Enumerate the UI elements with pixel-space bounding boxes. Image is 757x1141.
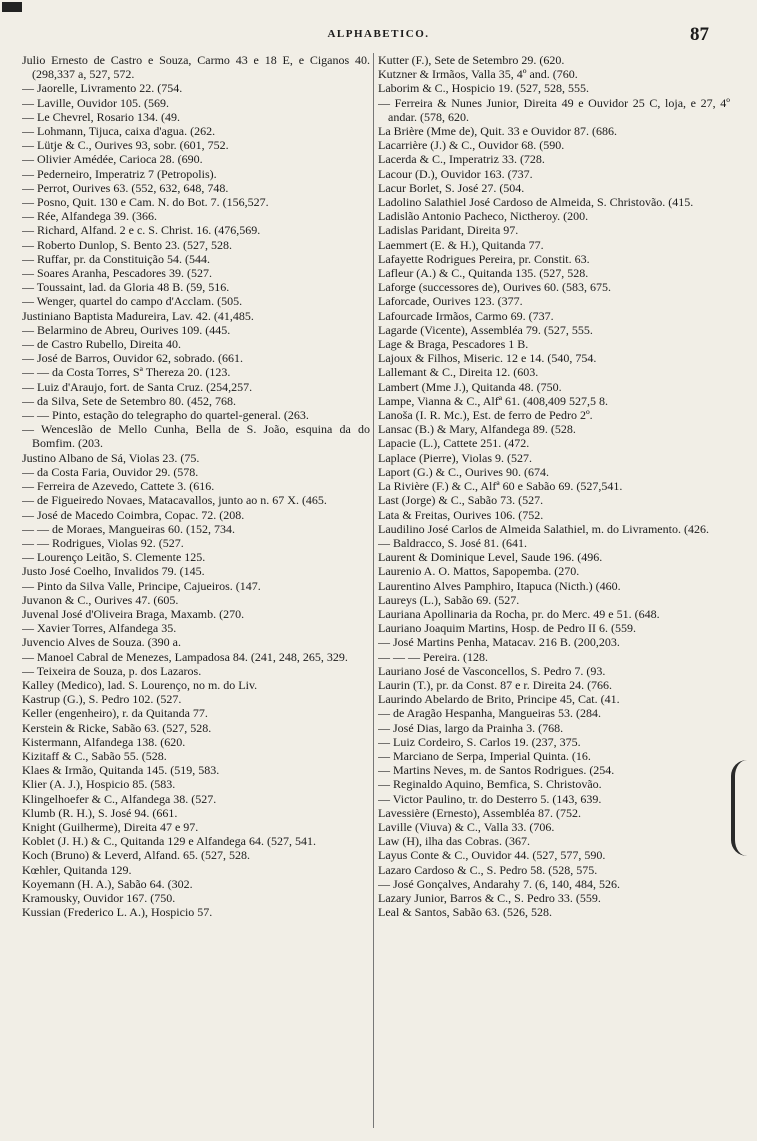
directory-entry: Lazary Junior, Barros & C., S. Pedro 33. (559. (378, 890, 601, 905)
directory-entry: Lafleur (A.) & C., Quitanda 135. (527, 528. (378, 266, 589, 281)
directory-entry: Kizitaff & C., Sabão 55. (528. (22, 748, 167, 763)
directory-entry: — — Pinto, estação do telegrapho do quartel-general. (263. (22, 408, 309, 423)
directory-entry: — Roberto Dunlop, S. Bento 23. (527, 528. (22, 237, 232, 252)
directory-entry: Lallemant & C., Direita 12. (603. (378, 365, 539, 380)
directory-entry: Koblet (J. H.) & C., Quitanda 129 e Alfandega 64. (527, 541. (22, 834, 316, 849)
directory-entry: — Lohmann, Tijuca, caixa d'agua. (262. (22, 124, 216, 139)
directory-entry: Klier (A. J.), Hospicio 85. (583. (22, 777, 176, 792)
left-column (22, 53, 370, 1128)
directory-entry: Layus Conte & C., Ouvidor 44. (527, 577, 590. (378, 848, 606, 863)
directory-entry: — Luiz d'Araujo, fort. de Santa Cruz. (254,257. (22, 379, 253, 394)
directory-entry: Knight (Guilherme), Direita 47 e 97. (22, 819, 199, 834)
directory-entry: La Rivière (F.) & C., Alfª 60 e Sabão 69. (527,541. (378, 479, 623, 494)
directory-entry: Lajoux & Filhos, Miseric. 12 e 14. (540, 754. (378, 351, 597, 366)
directory-entry: Klingelhoefer & C., Alfandega 38. (527. (22, 791, 217, 806)
directory-entry: Lansac (B.) & Mary, Alfandega 89. (528. (378, 422, 576, 437)
directory-entry: — José de Macedo Coimbra, Copac. 72. (208. (22, 507, 245, 522)
directory-entry: — Le Chevrel, Rosario 134. (49. (22, 109, 180, 124)
directory-entry: — Manoel Cabral de Menezes, Lampadosa 84. (241, 248, 265, 329. (22, 649, 348, 664)
directory-entry: — José Martins Penha, Matacav. 216 B. (200,203. (378, 635, 620, 650)
directory-entry: Klumb (R. H.), S. José 94. (661. (22, 805, 178, 820)
directory-entry: — Jaorelle, Livramento 22. (754. (22, 81, 183, 96)
directory-entry: — Belarmino de Abreu, Ourives 109. (445. (22, 322, 231, 337)
directory-entry: Kussian (Frederico L. A.), Hospicio 57. (22, 905, 213, 920)
column-divider (373, 53, 374, 1128)
directory-entry: — — da Costa Torres, Sª Thereza 20. (123. (22, 365, 231, 380)
directory-entry: Lafourcade Irmãos, Carmo 69. (737. (378, 308, 554, 323)
directory-entry: — Ruffar, pr. da Constituição 54. (544. (22, 251, 210, 266)
directory-entry: — José Gonçalves, Andarahy 7. (6, 140, 484, 526. (378, 876, 620, 891)
directory-entry: — Soares Aranha, Pescadores 39. (527. (22, 266, 212, 281)
directory-entry: — Luiz Cordeiro, S. Carlos 19. (237, 375. (378, 734, 581, 749)
directory-entry: — Ferreira de Azevedo, Cattete 3. (616. (22, 479, 215, 494)
directory-entry: — Martins Neves, m. de Santos Rodrigues. (254. (378, 763, 615, 778)
page-header (0, 24, 757, 46)
directory-entry: Koch (Bruno) & Leverd, Alfand. 65. (527, 528. (22, 848, 250, 863)
directory-entry: Lampe, Vianna & C., Alfª 61. (408,409 527,5 8. (378, 393, 609, 408)
directory-entry: Laurentino Alves Pamphiro, Itapuca (Nicth.) (460. (378, 578, 621, 593)
directory-entry: Kastrup (G.), S. Pedro 102. (527. (22, 692, 182, 707)
directory-entry: Last (Jorge) & C., Sabão 73. (527. (378, 493, 544, 508)
directory-entry: — Victor Paulino, tr. do Desterro 5. (143, 639. (378, 791, 602, 806)
directory-entry: — da Costa Faria, Ouvidor 29. (578. (22, 464, 199, 479)
directory-entry: — Ferreira & Nunes Junior, Direita 49 e Ouvidor 25 C, loja, e 27, 4º andar. (578, 620. (378, 95, 730, 124)
directory-entry: Laemmert (E. & H.), Quitanda 77. (378, 237, 544, 252)
directory-entry: Laborim & C., Hospicio 19. (527, 528, 555. (378, 81, 589, 96)
directory-entry: Lambert (Mme J.), Quitanda 48. (750. (378, 379, 562, 394)
directory-entry: — — — Pereira. (128. (378, 649, 488, 664)
directory-entry: — Olivier Amédée, Carioca 28. (690. (22, 152, 203, 167)
directory-entry: Lage & Braga, Pescadores 1 B. (378, 337, 529, 352)
directory-entry: Lazaro Cardoso & C., S. Pedro 58. (528, 575. (378, 862, 598, 877)
directory-entry: — José Dias, largo da Prainha 3. (768. (378, 720, 564, 735)
directory-entry: Lacour (D.), Ouvidor 163. (737. (378, 166, 533, 181)
directory-entry: Kalley (Medico), lad. S. Lourenço, no m. do Liv. (22, 677, 258, 692)
page-number: 87 (690, 24, 709, 45)
directory-entry: Lauriana Apollinaria da Rocha, pr. do Merc. 49 e 51. (648. (378, 606, 660, 621)
directory-entry: Lauriano José de Vasconcellos, S. Pedro 7. (93. (378, 663, 606, 678)
directory-entry: Law (H), ilha das Cobras. (367. (378, 834, 530, 849)
directory-entry: — Richard, Alfand. 2 e c. S. Christ. 16. (476,569. (22, 223, 261, 238)
directory-entry: — Laville, Ouvidor 105. (569. (22, 95, 169, 110)
directory-entry: Kerstein & Ricke, Sabão 63. (527, 528. (22, 720, 212, 735)
right-column (378, 53, 730, 1128)
directory-entry: Juvencio Alves de Souza. (390 a. (22, 635, 181, 650)
directory-entry: — de Figueiredo Novaes, Matacavallos, junto ao n. 67 X. (465. (22, 493, 327, 508)
directory-entry: — Pinto da Silva Valle, Principe, Cajueiros. (147. (22, 578, 261, 593)
directory-entry: — Posno, Quit. 130 e Cam. N. do Bot. 7. (156,527. (22, 195, 269, 210)
directory-entry: — José de Barros, Ouvidor 62, sobrado. (661. (22, 351, 243, 366)
directory-entry: Juvenal José d'Oliveira Braga, Maxamb. (270. (22, 606, 245, 621)
directory-entry: — — de Moraes, Mangueiras 60. (152, 734. (22, 521, 235, 536)
directory-entry: — Wenceslão de Mello Cunha, Bella de S. João, esquina da do Bomfim. (203. (22, 422, 370, 451)
directory-entry: Lata & Freitas, Ourives 106. (752. (378, 507, 544, 522)
directory-entry: — Lourenço Leitão, S. Clemente 125. (22, 550, 206, 565)
directory-entry: — de Castro Rubello, Direita 40. (22, 337, 181, 352)
directory-entry: Laurin (T.), pr. da Const. 87 e r. Direita 24. (766. (378, 677, 613, 692)
directory-entry: Justo José Coelho, Invalidos 79. (145. (22, 564, 205, 579)
directory-entry: Laport (G.) & C., Ourives 90. (674. (378, 464, 549, 479)
directory-entry: Laforcade, Ourives 123. (377. (378, 294, 523, 309)
directory-entry: — Xavier Torres, Alfandega 35. (22, 621, 177, 636)
corner-print-mark (2, 2, 22, 12)
directory-entry: Laforge (successores de), Ourives 60. (583, 675. (378, 280, 612, 295)
directory-entry: Laville (Viuva) & C., Valla 33. (706. (378, 819, 555, 834)
directory-entry: Kramousky, Ouvidor 167. (750. (22, 890, 176, 905)
directory-entry: — de Aragão Hespanha, Mangueiras 53. (284. (378, 706, 601, 721)
directory-entry: La Brière (Mme de), Quit. 33 e Ouvidor 87. (686. (378, 124, 617, 139)
directory-entry: — da Silva, Sete de Setembro 80. (452, 768. (22, 393, 236, 408)
directory-entry: Kutter (F.), Sete de Setembro 29. (620. (378, 53, 565, 67)
directory-entry: — Teixeira de Souza, p. dos Lazaros. (22, 663, 202, 678)
directory-entry: — Wenger, quartel do campo d'Acclam. (505. (22, 294, 243, 309)
directory-entry: Laplace (Pierre), Violas 9. (527. (378, 450, 533, 465)
directory-entry: Kœhler, Quitanda 129. (22, 862, 132, 877)
directory-entry: Ladislão Antonio Pacheco, Nictheroy. (200. (378, 209, 589, 224)
directory-entry: Koyemann (H. A.), Sabão 64. (302. (22, 876, 193, 891)
directory-columns (22, 53, 728, 1128)
directory-entry: Lagarde (Vicente), Assembléa 79. (527, 555. (378, 322, 593, 337)
directory-entry: Ladislas Paridant, Direita 97. (378, 223, 519, 238)
directory-entry: Laureys (L.), Sabão 69. (527. (378, 592, 520, 607)
directory-entry: Lafayette Rodrigues Pereira, pr. Constit. 63. (378, 251, 590, 266)
directory-entry: Laurenio A. O. Mattos, Sapopemba. (270. (378, 564, 580, 579)
directory-entry: Laurent & Dominique Level, Saude 196. (496. (378, 550, 603, 565)
directory-entry: — Toussaint, lad. da Gloria 48 B. (59, 516. (22, 280, 230, 295)
directory-entry: Lacur Borlet, S. José 27. (504. (378, 180, 525, 195)
directory-entry: Lavessière (Ernesto), Assembléa 87. (752. (378, 805, 581, 820)
directory-entry: — Perrot, Ourives 63. (552, 632, 648, 748. (22, 180, 229, 195)
directory-entry: Leal & Santos, Sabão 63. (526, 528. (378, 905, 552, 920)
directory-entry: Lapacie (L.), Cattete 251. (472. (378, 436, 530, 451)
page-title: ALPHABETICO. (327, 28, 430, 40)
directory-entry: Julio Ernesto de Castro e Souza, Carmo 43 e 18 E, e Ciganos 40. (298,337 a, 527, 572. (22, 53, 370, 82)
directory-entry: Justiniano Baptista Madureira, Lav. 42. (41,485. (22, 308, 254, 323)
directory-entry: Justino Albano de Sá, Violas 23. (75. (22, 450, 200, 465)
directory-entry: Laudilino José Carlos de Almeida Salathiel, m. do Livramento. (426. (378, 521, 709, 536)
directory-entry: Kistermann, Alfandega 138. (620. (22, 734, 186, 749)
directory-entry: — Lütje & C., Ourives 93, sobr. (601, 752. (22, 138, 229, 153)
directory-entry: Lanoša (I. R. Mc.), Est. de ferro de Pedro 2º. (378, 408, 593, 423)
directory-entry: Laurindo Abelardo de Brito, Principe 45, Cat. (41. (378, 692, 620, 707)
margin-bracket-mark (731, 760, 751, 856)
directory-entry: Lacerda & C., Imperatriz 33. (728. (378, 152, 545, 167)
directory-entry: — Baldracco, S. José 81. (641. (378, 535, 527, 550)
directory-entry: — Marciano de Serpa, Imperial Quinta. (16. (378, 748, 591, 763)
directory-entry: — Reginaldo Aquino, Bemfica, S. Christovão. (378, 777, 602, 792)
directory-entry: Lacarrière (J.) & C., Ouvidor 68. (590. (378, 138, 565, 153)
directory-entry: — Rée, Alfandega 39. (366. (22, 209, 157, 224)
directory-entry: Ladolino Salathiel José Cardoso de Almeida, S. Christovão. (415. (378, 195, 694, 210)
directory-entry: Juvanon & C., Ourives 47. (605. (22, 592, 179, 607)
directory-entry: — Pederneiro, Imperatriz 7 (Petropolis). (22, 166, 217, 181)
directory-entry: Keller (engenheiro), r. da Quitanda 77. (22, 706, 208, 721)
directory-entry: Klaes & Irmão, Quitanda 145. (519, 583. (22, 763, 220, 778)
directory-entry: Lauriano Joaquim Martins, Hosp. de Pedro II 6. (559. (378, 621, 636, 636)
directory-entry: — — Rodrigues, Violas 92. (527. (22, 535, 184, 550)
directory-entry: Kutzner & Irmãos, Valla 35, 4º and. (760. (378, 67, 578, 82)
